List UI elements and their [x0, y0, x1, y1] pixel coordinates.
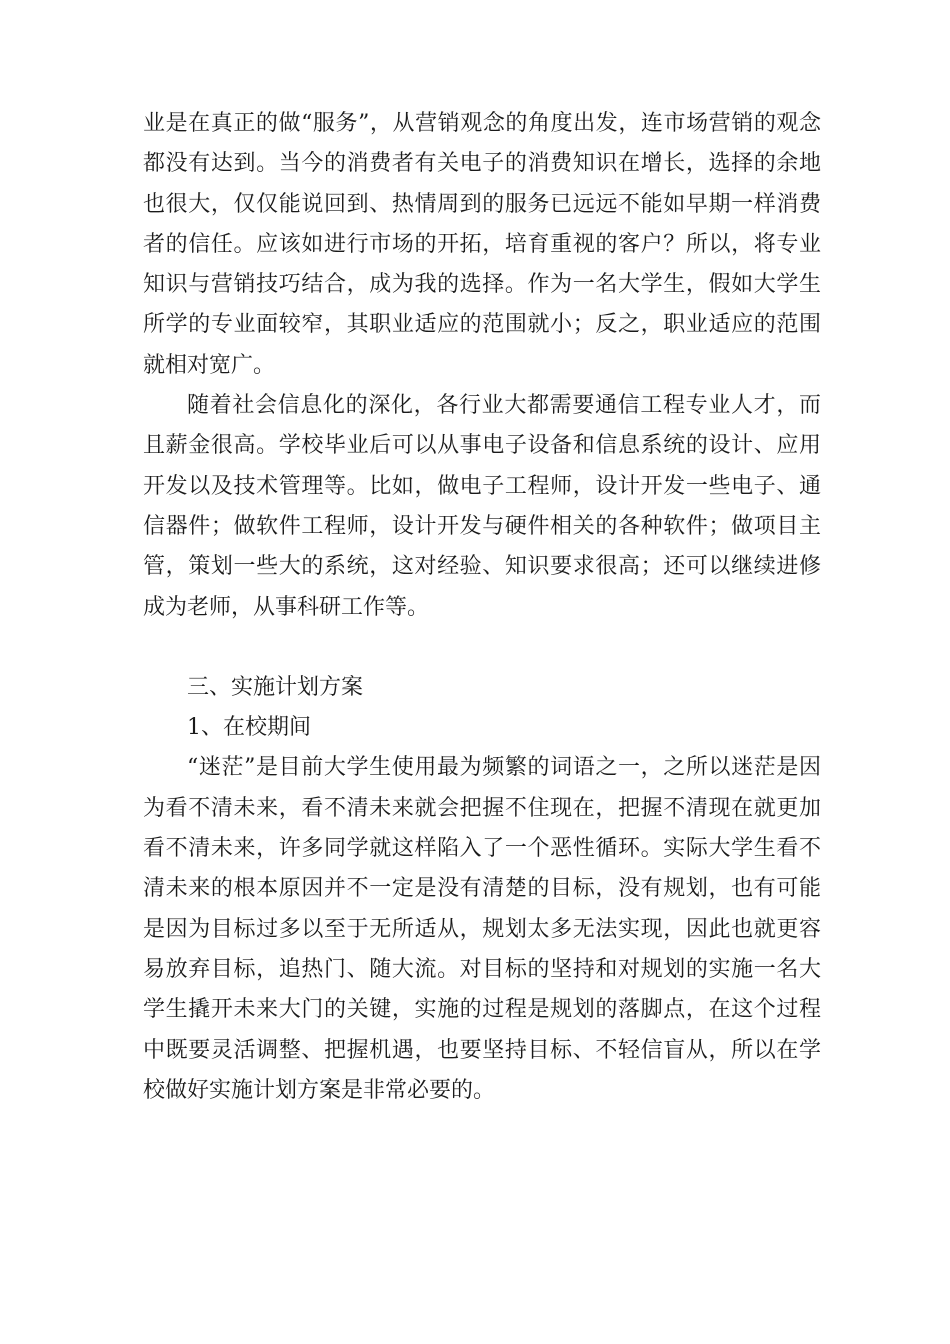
section-heading: 三、实施计划方案 [187, 674, 364, 700]
blank-line [143, 628, 821, 668]
paragraph-continued: 业是在真正的做“服务”，从营销观念的角度出发，连市场营销的观念都没有达到。当今的消费者有关电子的消费知识在增长，选择的余地也很大，仅仅能说回到、热情周到的服务已远远不能如早期一样消费者的信任。应该如进行市场的开拓，培育重视的客户？所以，将专业知识与营销技巧结合，成为我的选择。作为一名大学生，假如大学生所学的专业面较窄，其职业适应的范围就小；反之，职业适应的范围就相对宽广。 [143, 111, 821, 378]
paragraph-on-campus: “迷茫”是目前大学生使用最为频繁的词语之一，之所以迷茫是因为看不清未来，看不清未来就会把握不住现在，把握不清现在就更加看不清未来，许多同学就这样陷入了一个恶性循环。实际大学生看不清未来的根本原因并不一定是没有清楚的目标，没有规划，也有可能是因为目标过多以至于无所适从，规划太多无法实现，因此也就更容易放弃目标，追热门、随大流。对目标的坚持和对规划的实施一名大学生撬开未来大门的关键，实施的过程是规划的落脚点，在这个过程中既要灵活调整、把握机遇，也要坚持目标、不轻信盲从，所以在学校做好实施计划方案是非常必要的。 [143, 755, 821, 1103]
document-body [143, 104, 821, 1111]
paragraph-career-prospects: 随着社会信息化的深化，各行业大都需要通信工程专业人才，而且薪金很高。学校毕业后可以从事电子设备和信息系统的设计、应用开发以及技术管理等。比如，做电子工程师，设计开发一些电子、通信器件；做软件工程师，设计开发与硬件相关的各种软件；做项目主管，策划一些大的系统，这对经验、知识要求很高；还可以继续进修成为老师，从事科研工作等。 [143, 393, 821, 620]
subsection-heading: 1、在校期间 [187, 715, 311, 741]
